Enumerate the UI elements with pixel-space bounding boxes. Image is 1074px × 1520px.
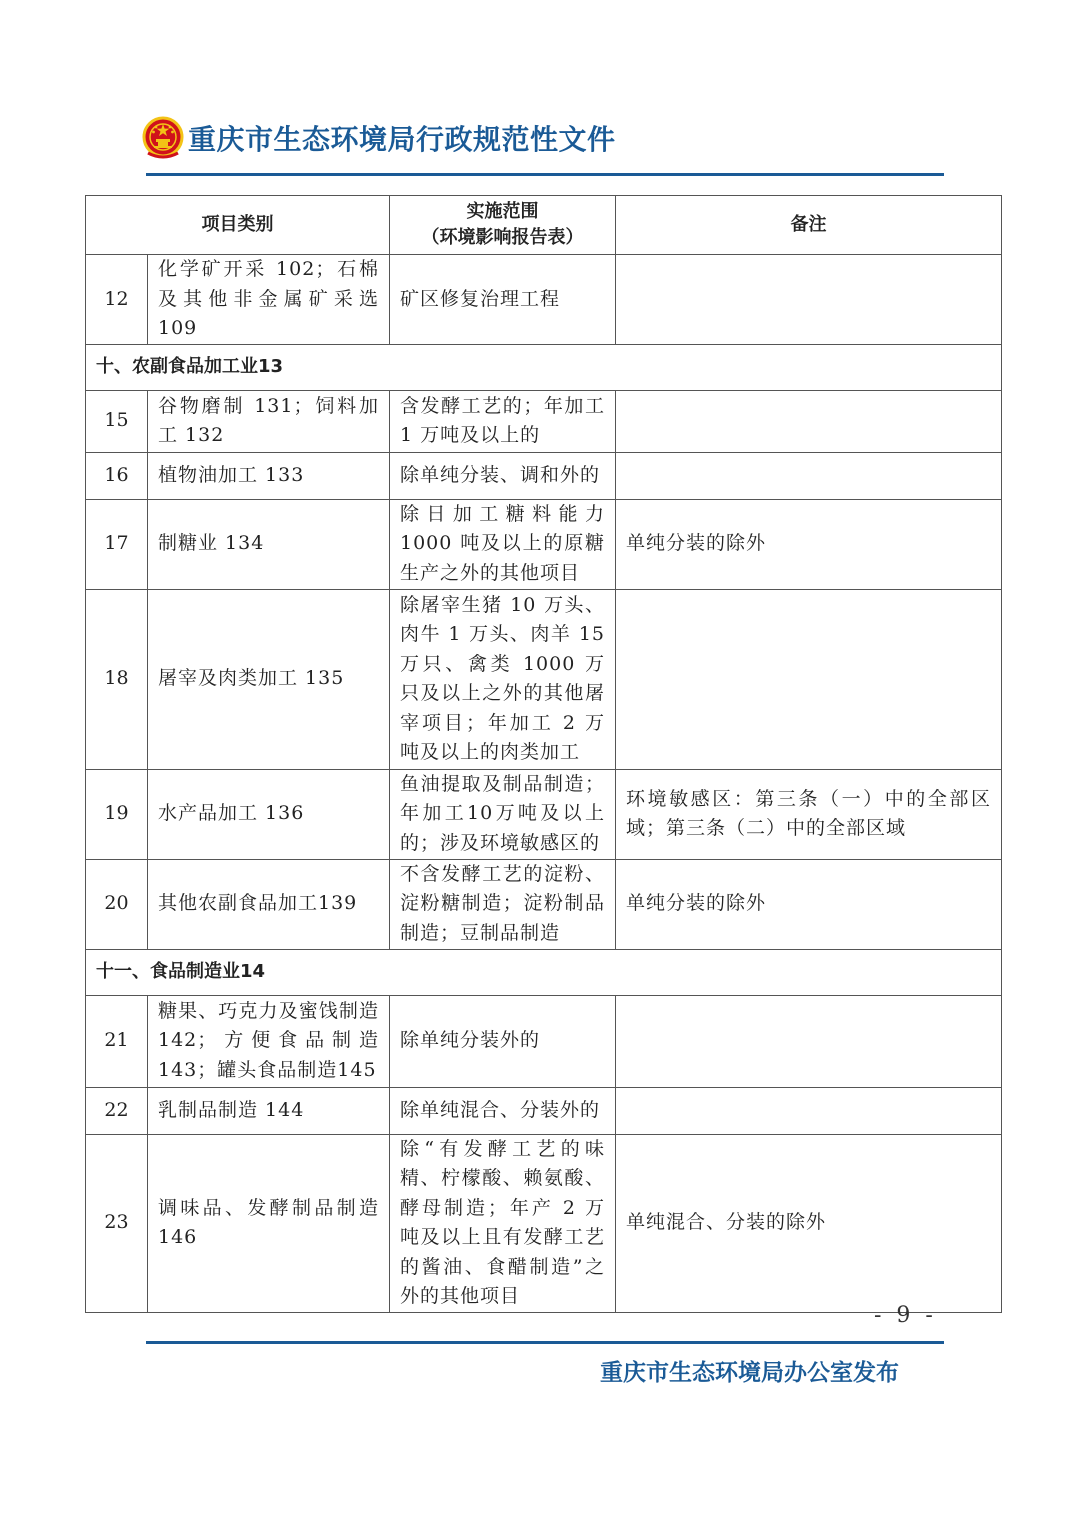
row-scope: 除单纯分装外的 [390,995,616,1087]
row-number: 16 [86,452,148,499]
row-number: 12 [86,255,148,345]
table-row [86,1087,1002,1134]
row-scope: 除单纯混合、分装外的 [390,1087,616,1134]
table-row [86,255,1002,345]
row-notes [616,589,1002,769]
table-row [86,769,1002,859]
row-category: 屠宰及肉类加工 135 [148,589,390,769]
project-scope-table [85,195,1002,1313]
column-header-scope-line2: （环境影响报告表） [421,227,584,248]
row-notes [616,1087,1002,1134]
row-notes [616,255,1002,345]
column-header-scope-line1: 实施范围 [466,201,539,222]
row-number: 20 [86,859,148,949]
table-row [86,452,1002,499]
row-scope: 除日加工糖料能力 1000 吨及以上的原糖生产之外的其他项目 [390,499,616,589]
header-title: 重庆市生态环境局行政规范性文件 [188,123,616,156]
row-scope: 含发酵工艺的；年加工 1 万吨及以上的 [390,390,616,452]
row-category: 植物油加工 133 [148,452,390,499]
row-scope: 不含发酵工艺的淀粉、淀粉糖制造；淀粉制品制造；豆制品制造 [390,859,616,949]
row-number: 17 [86,499,148,589]
header-divider [146,173,944,176]
publisher-text: 重庆市生态环境局办公室发布 [600,1360,899,1386]
row-notes: 单纯分装的除外 [616,499,1002,589]
section-heading: 十、农副食品加工业13 [86,344,1002,390]
column-header-category: 项目类别 [86,196,390,255]
row-category: 糖果、巧克力及蜜饯制造142；方便食品制造143；罐头食品制造145 [148,995,390,1087]
row-notes: 单纯混合、分装的除外 [616,1134,1002,1312]
row-scope: 除屠宰生猪 10 万头、肉牛 1 万头、肉羊 15 万只、禽类 1000 万只及以上之外的其他屠宰项目；年加工 2 万吨及以上的肉类加工 [390,589,616,769]
table-row [86,589,1002,769]
row-notes [616,995,1002,1087]
section-heading: 十一、食品制造业14 [86,949,1002,995]
row-number: 21 [86,995,148,1087]
table-row [86,499,1002,589]
table-header-row [86,196,1002,255]
row-notes: 环境敏感区：第三条（一）中的全部区域；第三条（二）中的全部区域 [616,769,1002,859]
row-notes [616,452,1002,499]
column-header-notes: 备注 [616,196,1002,255]
row-category: 其他农副食品加工139 [148,859,390,949]
row-scope: 除单纯分装、调和外的 [390,452,616,499]
footer-divider [146,1341,944,1344]
row-scope: 除“有发酵工艺的味精、柠檬酸、赖氨酸、酵母制造；年产 2 万吨及以上且有发酵工艺的酱油、食醋制造”之外的其他项目 [390,1134,616,1312]
row-notes [616,390,1002,452]
row-category: 制糖业 134 [148,499,390,589]
row-number: 23 [86,1134,148,1312]
row-category: 水产品加工 136 [148,769,390,859]
row-number: 22 [86,1087,148,1134]
section-row [86,344,1002,390]
row-scope: 矿区修复治理工程 [390,255,616,345]
row-notes: 单纯分装的除外 [616,859,1002,949]
table-row [86,859,1002,949]
table-row [86,390,1002,452]
table-row [86,1134,1002,1312]
row-number: 19 [86,769,148,859]
national-emblem-icon [140,115,186,161]
table-row [86,995,1002,1087]
row-category: 调味品、发酵制品制造 146 [148,1134,390,1312]
column-header-scope [390,196,616,255]
row-number: 15 [86,390,148,452]
row-category: 化学矿开采 102；石棉及其他非金属矿采选 109 [148,255,390,345]
row-category: 谷物磨制 131；饲料加工 132 [148,390,390,452]
document-header [140,108,616,168]
row-number: 18 [86,589,148,769]
row-category: 乳制品制造 144 [148,1087,390,1134]
section-row [86,949,1002,995]
row-scope: 鱼油提取及制品制造；年加工10万吨及以上的；涉及环境敏感区的 [390,769,616,859]
page-number: - 9 - [874,1303,937,1328]
